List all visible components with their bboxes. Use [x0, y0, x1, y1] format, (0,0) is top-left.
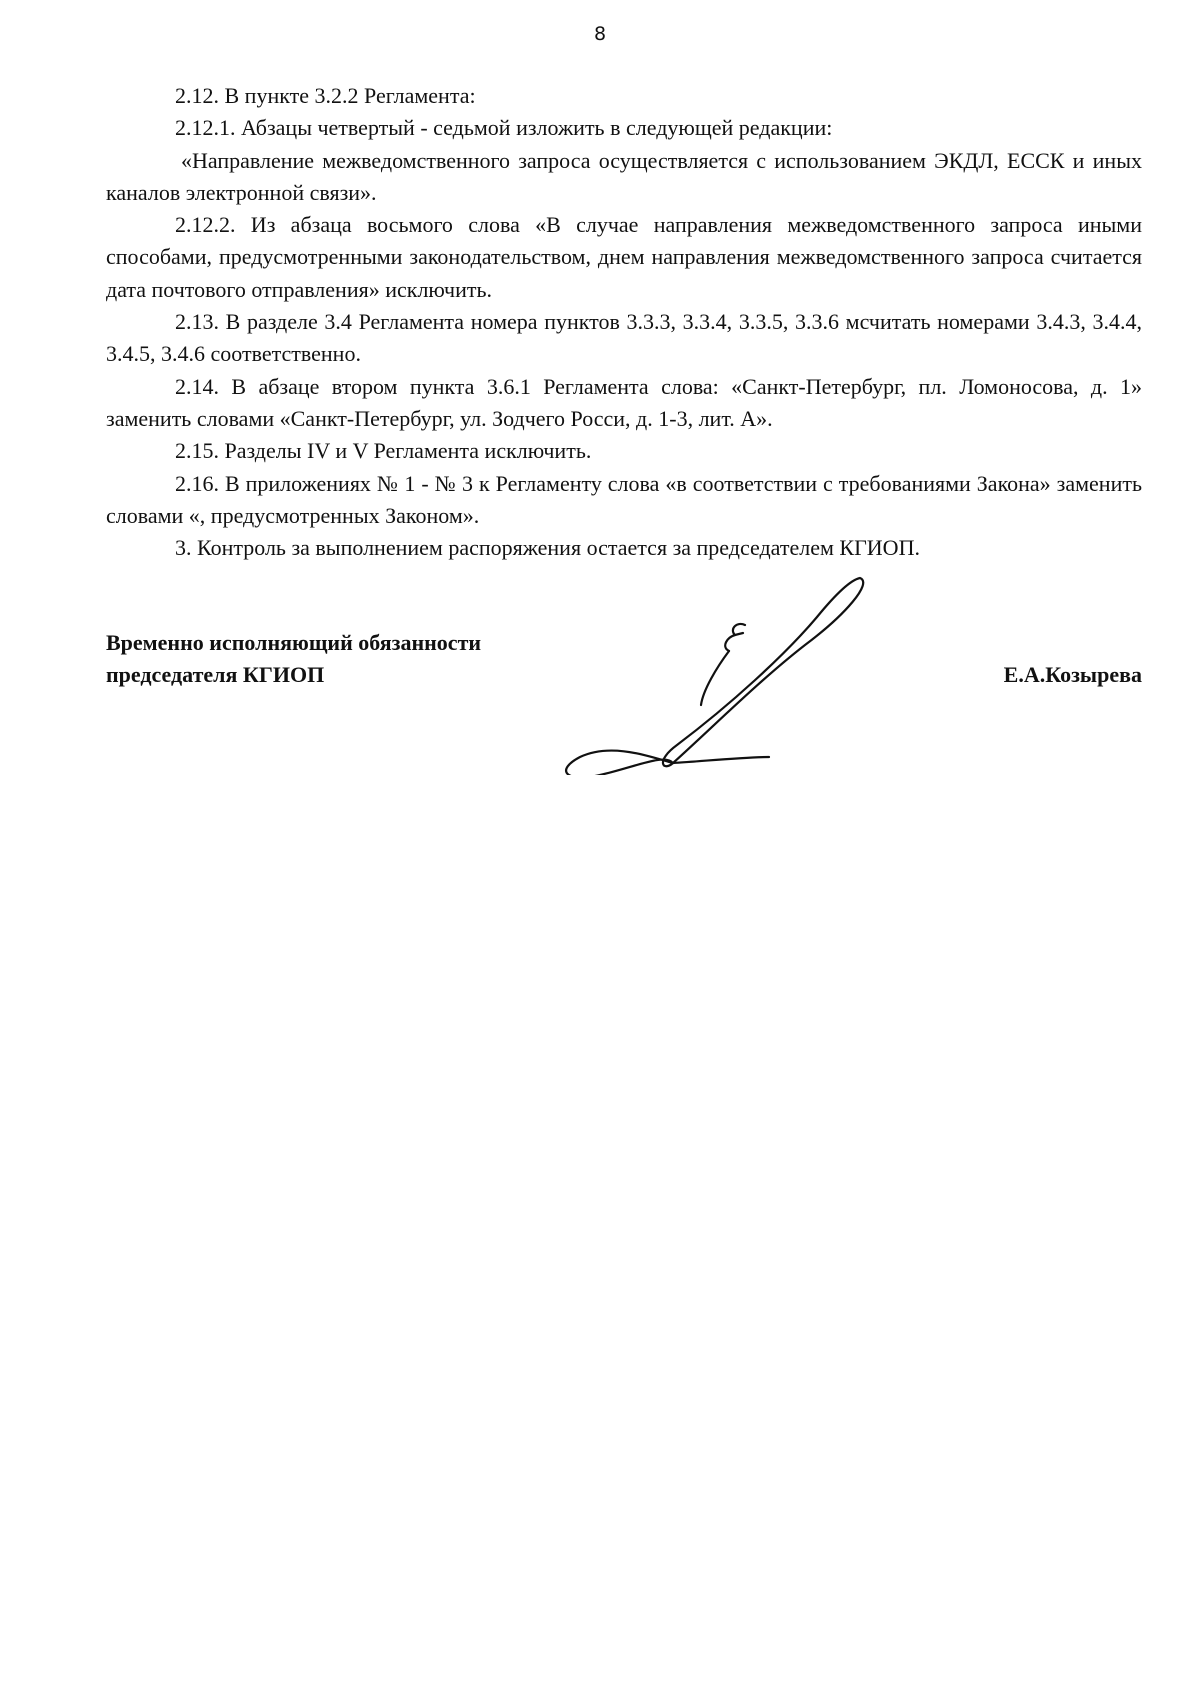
- paragraph-2-15: 2.15. Разделы IV и V Регламента исключить.: [175, 438, 592, 464]
- handwritten-signature: [555, 575, 885, 775]
- page-number: 8: [593, 23, 607, 45]
- paragraph-quote: «Направление межведомственного запроса осуществляется с использованием ЭКДЛ, ЕССК и иных каналов электронной связи».: [106, 147, 1142, 205]
- paragraph-2-12-1: 2.12.1. Абзацы четвертый - седьмой изложить в следующей редакции:: [175, 115, 833, 141]
- paragraph-2-14: 2.14. В абзаце втором пункта 3.6.1 Регламента слова: «Санкт-Петербург, пл. Ломоносова, д. 1» заменить словами «Санкт-Петербург, ул. Зодчего Росси, д. 1-3, лит. А».: [106, 373, 1142, 431]
- paragraph-2-16: 2.16. В приложениях № 1 - № 3 к Регламенту слова «в соответствии с требованиями Закона» заменить словами «, предусмотренных Законом».: [106, 470, 1142, 528]
- paragraph-2-12: 2.12. В пункте 3.2.2 Регламента:: [175, 83, 476, 108]
- signer-position-line-2: председателя КГИОП: [106, 662, 325, 687]
- signer-position-line-1: Временно исполняющий обязанности: [106, 630, 482, 655]
- signer-name: Е.А.Козырева: [1003, 662, 1142, 687]
- document-body: [106, 80, 1142, 564]
- paragraph-2-13: 2.13. В разделе 3.4 Регламента номера пунктов 3.3.3, 3.3.4, 3.3.5, 3.3.6 мсчитать номерами 3.4.3, 3.4.4, 3.4.5, 3.4.6 соответственно.: [106, 309, 1142, 367]
- signer-position: [106, 627, 566, 691]
- paragraph-2-12-2: 2.12.2. Из абзаца восьмого слова «В случае направления межведомственного запроса иными способами, предусмотренными законодательством, днем направления межведомственного запроса считается дата почтового отправления» исключить.: [106, 212, 1142, 302]
- paragraph-3: 3. Контроль за выполнением распоряжения остается за председателем КГИОП.: [175, 535, 920, 561]
